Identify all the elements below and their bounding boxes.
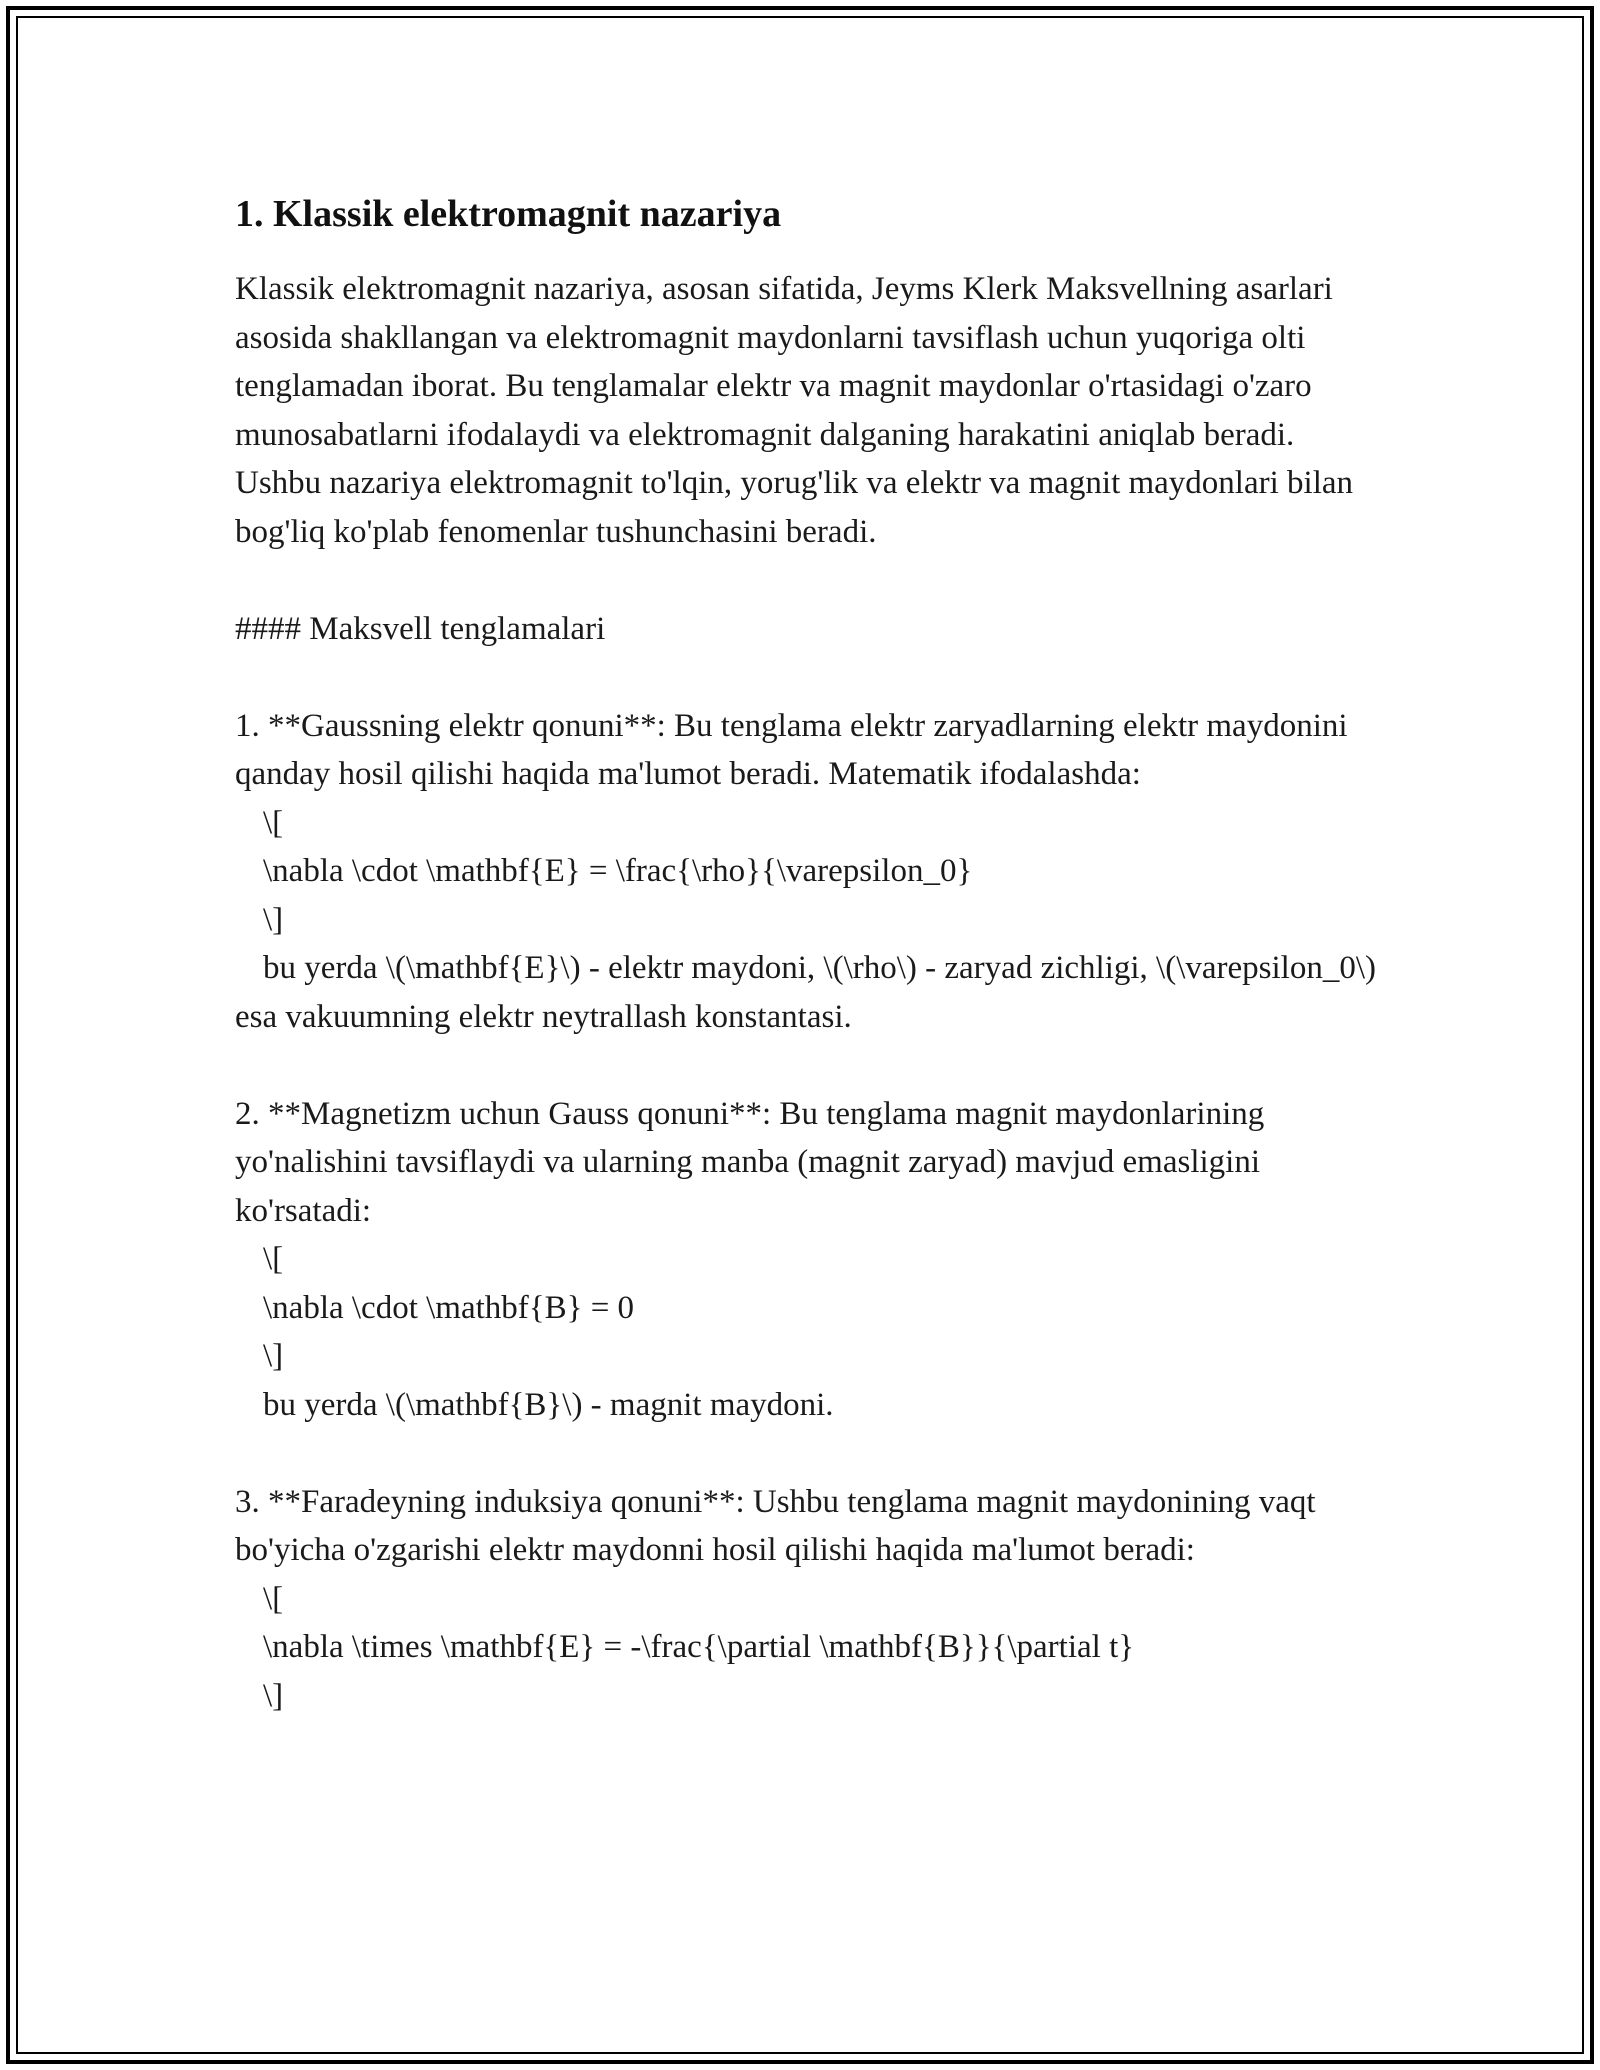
formula-open: \[	[263, 1241, 284, 1277]
intro-paragraph: Klassik elektromagnit nazariya, asosan sifatida, Jeyms Klerk Maksvellning asarlari asosida shakllangan va elektromagnit maydonlarni tavsiflash uchun yuqoriga olti tenglamadan iborat. Bu tenglamalar elektr va magnit maydonlar o'rtasidagi o'zaro munosabatlarni ifodalaydi va elektromagnit dalganing harakatini aniqlab beradi. Ushbu nazariya elektromagnit to'lqin, yorug'lik va elektr va magnit maydonlari bilan bog'liq ko'plab fenomenlar tushunchasini beradi.	[235, 271, 1354, 550]
item-note: bu yerda \(\mathbf{E}\) - elektr maydoni, \(\rho\) - zaryad zichligi, \(\varepsilon_0\) esa vakuumning elektr neytrallash konstantasi.	[235, 950, 1376, 1035]
item-text: 3. **Faradeyning induksiya qonuni**: Ushbu tenglama magnit maydonining vaqt bo'yicha o'zgarishi elektr maydonni hosil qilishi haqida ma'lumot beradi:	[235, 1483, 1316, 1568]
formula: \nabla \cdot \mathbf{E} = \frac{\rho}{\varepsilon_0}	[263, 853, 973, 889]
formula: \nabla \times \mathbf{E} = -\frac{\partial \mathbf{B}}{\partial t}	[263, 1629, 1135, 1665]
formula-open: \[	[263, 804, 284, 841]
item-text: 2. **Magnetizm uchun Gauss qonuni**: Bu tenglama magnit maydonlarining yo'nalishini tavsiflaydi va ularning manba (magnit zaryad) mavjud emasligini ko'rsatadi:	[235, 1095, 1265, 1229]
document-body	[235, 185, 1385, 1720]
list-item-gauss-electric	[235, 702, 1385, 1042]
list-item-faraday	[235, 1478, 1385, 1721]
list-item-gauss-magnetism	[235, 1090, 1385, 1430]
formula-open: \[	[263, 1580, 284, 1617]
section-heading: 1. Klassik elektromagnit nazariya	[235, 193, 782, 235]
item-text: 1. **Gaussning elektr qonuni**: Bu tenglama elektr zaryadlarning elektr maydonini qanday hosil qilishi haqida ma'lumot beradi. Matematik ifodalashda:	[235, 707, 1348, 792]
formula: \nabla \cdot \mathbf{B} = 0	[263, 1289, 635, 1326]
formula-close: \]	[263, 1677, 284, 1714]
formula-close: \]	[263, 901, 284, 938]
formula-close: \]	[263, 1338, 284, 1374]
subheading: #### Maksvell tenglamalari	[235, 610, 606, 647]
item-note: bu yerda \(\mathbf{B}\) - magnit maydoni.	[263, 1386, 834, 1423]
